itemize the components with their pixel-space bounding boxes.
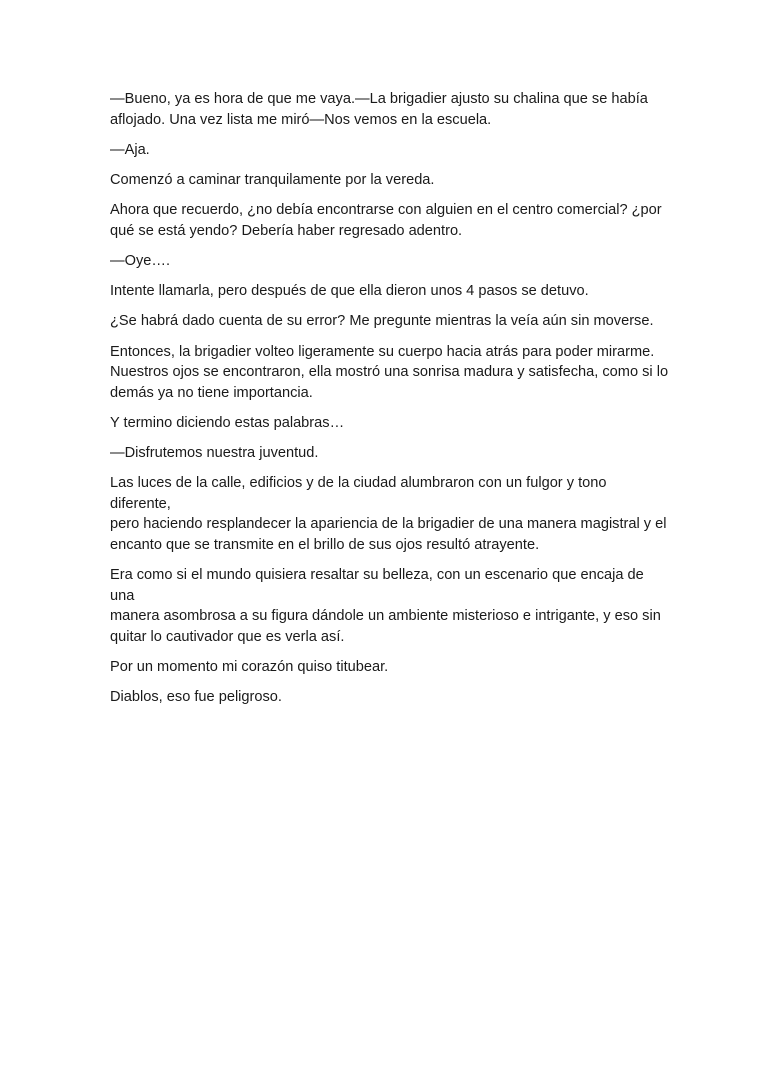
paragraph: Diablos, eso fue peligroso. xyxy=(110,689,282,706)
paragraph: Entonces, la brigadier volteo ligeramente su cuerpo hacia atrás para poder mirarme. Nuestros ojos se encontraron, ella mostró una sonrisa madura y satisfecha, como si lo demás ya no tiene importancia. xyxy=(110,343,669,401)
paragraph: —Disfrutemos nuestra juventud. xyxy=(110,445,319,462)
paragraph: Era como si el mundo quisiera resaltar su belleza, con un escenario que encaja de una manera asombrosa a su figura dándole un ambiente misterioso e intrigante, y eso sin quitar lo cautivador que es verla así. xyxy=(110,567,661,645)
paragraph: —Aja. xyxy=(110,141,150,158)
paragraph: ¿Se habrá dado cuenta de su error? Me pregunte mientras la veía aún sin moverse. xyxy=(110,313,654,330)
paragraph: Intente llamarla, pero después de que ella dieron unos 4 pasos se detuvo. xyxy=(110,283,589,300)
paragraph: Comenzó a caminar tranquilamente por la vereda. xyxy=(110,171,435,188)
paragraph: —Bueno, ya es hora de que me vaya.—La brigadier ajusto su chalina que se había aflojado. Una vez lista me miró—Nos vemos en la escuela. xyxy=(110,91,648,128)
paragraph: Las luces de la calle, edificios y de la ciudad alumbraron con un fulgor y tono diferente, pero haciendo resplandecer la apariencia de la brigadier de una manera magistral y el encanto que se transmite en el brillo de sus ojos resultó atrayente. xyxy=(110,475,667,554)
paragraph: Ahora que recuerdo, ¿no debía encontrarse con alguien en el centro comercial? ¿por qué se está yendo? Debería haber regresado adentro. xyxy=(110,202,662,239)
paragraph: Y termino diciendo estas palabras… xyxy=(110,414,345,431)
paragraph: Por un momento mi corazón quiso titubear. xyxy=(110,659,389,676)
document-body xyxy=(110,89,670,718)
paragraph: —Oye…. xyxy=(110,252,171,269)
